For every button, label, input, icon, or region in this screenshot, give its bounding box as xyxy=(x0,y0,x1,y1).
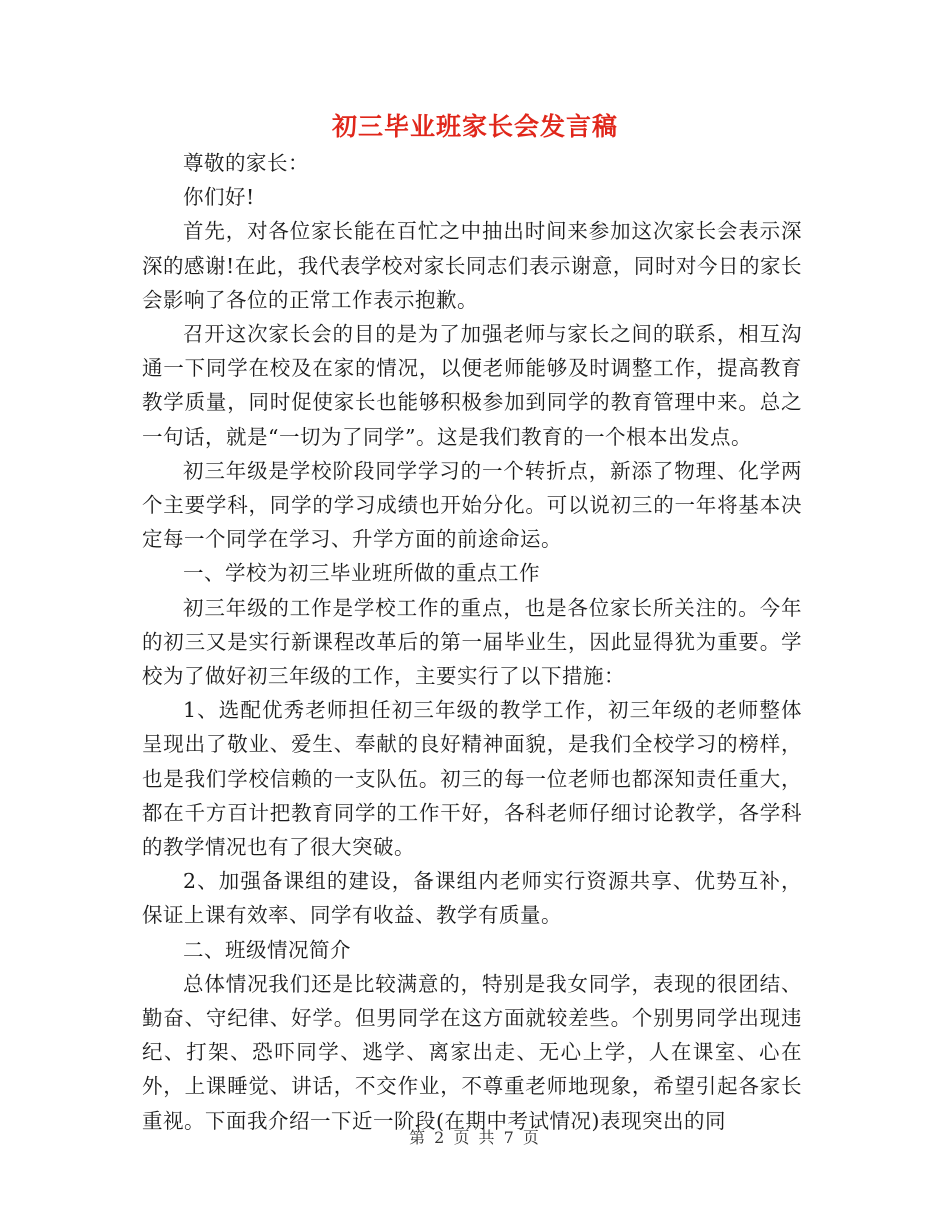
document-body xyxy=(142,146,802,1138)
document-title: 初三毕业班家长会发言稿 xyxy=(331,112,618,141)
paragraph-school-work: 初三年级的工作是学校工作的重点，也是各位家长所关注的。今年的初三又是实行新课程改革后的第一届毕业生，因此显得犹为重要。学校为了做好初三年级的工作，主要实行了以下措施： xyxy=(142,595,802,689)
salutation: 尊敬的家长： xyxy=(183,151,309,175)
section-heading-school-work: 一、学校为初三毕业班所做的重点工作 xyxy=(183,561,540,586)
page-footer: 第 2 页 共 7 页 xyxy=(409,1128,541,1147)
paragraph-measure-2: 2、加强备课组的建设，备课组内老师实行资源共享、优势互补，保证上课有效率、同学有收益、教学有质量。 xyxy=(142,869,802,928)
paragraph-grade-three: 初三年级是学校阶段同学学习的一个转折点，新添了物理、化学两个主要学科，同学的学习成绩也开始分化。可以说初三的一年将基本决定每一个同学在学习、升学方面的前途命运。 xyxy=(142,458,802,552)
paragraph-class-overview: 总体情况我们还是比较满意的，特别是我女同学，表现的很团结、勤奋、守纪律、好学。但男同学在这方面就较差些。个别男同学出现违纪、打架、恐吓同学、逃学、离家出走、无心上学，人在课室、心在外，上课睡觉、讲话，不交作业，不尊重老师地现象，希望引起各家长重视。下面我介绍一下近一阶段(在期中考试情况)表现突出的同 xyxy=(142,971,802,1133)
paragraph-thanks: 首先，对各位家长能在百忙之中抽出时间来参加这次家长会表示深深的感谢!在此，我代表学校对家长同志们表示谢意，同时对今日的家长会影响了各位的正常工作表示抱歉。 xyxy=(142,219,802,312)
paragraph-purpose: 召开这次家长会的目的是为了加强老师与家长之间的联系，相互沟通一下同学在校及在家的情况，以便老师能够及时调整工作，提高教育教学质量，同时促使家长也能够积极参加到同学的教育管理中来。总之一句话，就是“一切为了同学”。这是我们教育的一个根本出发点。 xyxy=(142,322,802,449)
greeting: 你们好! xyxy=(183,185,255,210)
paragraph-measure-1: 1、选配优秀老师担任初三年级的教学工作，初三年级的老师整体呈现出了敬业、爱生、奉献的良好精神面貌，是我们全校学习的榜样，也是我们学校信赖的一支队伍。初三的每一位老师也都深知责任重大，都在千方百计把教育同学的工作干好，各科老师仔细讨论教学，各学科的教学情况也有了很大突破。 xyxy=(142,698,802,860)
section-heading-class-overview: 二、班级情况简介 xyxy=(183,937,351,962)
